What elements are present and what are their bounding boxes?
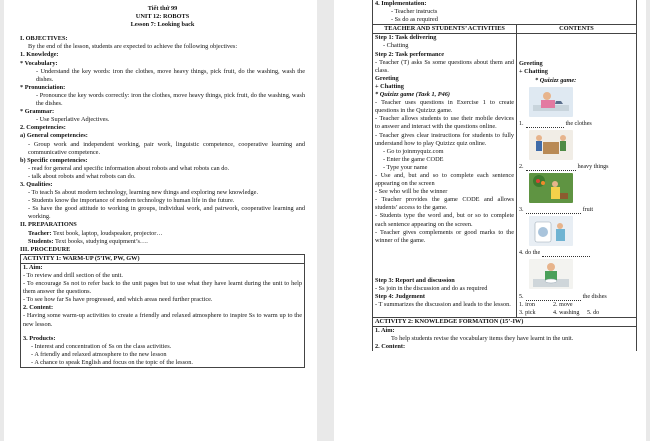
option: 3. pick bbox=[519, 309, 536, 316]
step2: Step 2: Task performance bbox=[375, 50, 445, 58]
spec-comp-1: - read for general and specific information about robots and what robots can do. bbox=[28, 164, 230, 172]
a2-aim-text: To help students revise the vocabulary items they have learnt in the unit. bbox=[391, 334, 574, 342]
activity2-title: ACTIVITY 2: KNOWLEDGE FORMATION (15’-IW) bbox=[375, 317, 524, 325]
q-line: - Type your name bbox=[383, 163, 428, 171]
chatting-1: - Chatting bbox=[383, 42, 409, 50]
comp-heading: 2. Competencies: bbox=[20, 124, 66, 132]
a1-aim-heading: 1. Aim: bbox=[23, 263, 43, 271]
content-game-label: * Quizizz game: bbox=[535, 76, 577, 84]
col-activities-header: TEACHER AND STUDENTS’ ACTIVITIES bbox=[373, 25, 517, 34]
move-heavy-things-image bbox=[529, 130, 573, 160]
blank-4[interactable] bbox=[519, 249, 634, 257]
option: 1. iron bbox=[519, 301, 535, 308]
objectives-heading: I. OBJECTIVES: bbox=[20, 35, 68, 43]
blank-num: 2. bbox=[519, 163, 524, 170]
q-line: - Teacher allows students to use their mobile devices to answer and interact with the questions online. bbox=[375, 115, 514, 131]
impl-1: - Teacher instructs bbox=[391, 8, 438, 16]
option: 5. do bbox=[587, 309, 600, 316]
a1-aim-3: - To see how far Ss have progressed, and which areas need further practice. bbox=[23, 296, 213, 304]
step2-text: - Teacher (T) asks Ss some questions about them and class. bbox=[375, 58, 514, 74]
qual-3: - Ss have the good attitude to working in groups, individual work, and pairwork, cooperative learning and working. bbox=[28, 205, 305, 221]
impl-heading: 4. Implementation: bbox=[375, 0, 427, 7]
prep-students-label: Students: bbox=[28, 237, 54, 245]
q-line: - See who will be the winner bbox=[375, 188, 448, 196]
q-line: - Students type the word and, but or so to complete each sentence appearing on the screen. bbox=[375, 212, 514, 228]
activity1-title: ACTIVITY 1: WARM-UP (5’IW, PW, GW) bbox=[21, 255, 304, 264]
spec-comp-heading: b) Specific competencies: bbox=[20, 156, 88, 164]
wash-dishes-image bbox=[529, 259, 573, 289]
washing-image bbox=[529, 216, 573, 246]
a1-aim-1: - To review and drill section of the unit. bbox=[23, 272, 123, 279]
grammar-heading: * Grammar: bbox=[20, 108, 55, 116]
greeting: Greeting bbox=[375, 74, 399, 82]
blank-num: 5. bbox=[519, 293, 524, 300]
qual-heading: 3. Qualities: bbox=[20, 180, 53, 188]
q-line: - Go to joinmyquiz.com bbox=[383, 147, 444, 155]
unit-title: UNIT 12: ROBOTS bbox=[135, 13, 190, 21]
quizizz-label: * Quizizz game (Task 1, P46) bbox=[375, 91, 450, 99]
procedure-heading: III. PROCEDURE bbox=[20, 245, 71, 253]
blank-text: the clothes bbox=[565, 120, 592, 127]
lesson-table bbox=[372, 0, 637, 351]
vocab-heading: * Vocabulary: bbox=[20, 59, 58, 67]
q-line: - Teacher provides the game CODE and allows students’ access to the game. bbox=[375, 196, 514, 212]
pron-text: - Pronounce the key words correctly: iron the clothes, move heavy things, pick fruit, do the washing, wash the dishes. bbox=[36, 91, 305, 108]
gen-comp-text: - Group work and independent working, pair work, linguistic competence, cooperative learning and communicative competence. bbox=[28, 140, 305, 156]
a1-aim-2: - To encourage Ss not to refer back to the unit pages but to use what they have learnt during the unit to help them answer the questions. bbox=[23, 280, 302, 296]
blank-5[interactable] bbox=[519, 293, 634, 301]
q-line: - Teacher gives complements or good marks to the winner of the game. bbox=[375, 228, 514, 244]
prep-heading: II. PREPARATIONS bbox=[20, 221, 77, 229]
gen-comp-heading: a) General competencies: bbox=[20, 132, 88, 140]
content-chatting: + Chatting bbox=[519, 68, 548, 76]
a1-content-text: - Having some warm-up activities to create a friendly and relaxed atmosphere to inspire Ss to warm up to the new lesson. bbox=[23, 312, 302, 328]
q-line: - Use and, but and so to complete each sentence appearing on the screen bbox=[375, 171, 514, 188]
blank-2[interactable] bbox=[519, 163, 634, 171]
iron-clothes-image bbox=[529, 87, 573, 117]
document-page-left bbox=[4, 0, 317, 441]
prep-teacher: Text book, laptop, loudspeaker, projector… bbox=[53, 229, 163, 237]
grammar-text: - Use Superlative Adjectives. bbox=[36, 116, 110, 124]
a2-content-heading: 2. Content: bbox=[375, 343, 406, 351]
impl-2: - Ss do as required bbox=[391, 16, 438, 24]
a2-aim-heading: 1. Aim: bbox=[375, 326, 395, 334]
step4-text: - T summarizes the discussion and leads to the lesson. bbox=[375, 301, 511, 309]
blank-text: heavy things bbox=[577, 163, 609, 170]
pron-heading: * Pronunciation: bbox=[20, 83, 66, 91]
q-line: - Teacher uses questions in Exercise 1 to create questions in the Quizizz game. bbox=[375, 99, 514, 115]
a1-prod-2: - A friendly and relaxed atmosphere to the new lesson bbox=[31, 350, 167, 358]
a1-products-heading: 3. Products: bbox=[23, 334, 56, 342]
step4: Step 4: Judgement bbox=[375, 293, 426, 300]
chatting-2: + Chatting bbox=[375, 82, 404, 90]
step3-text: - Ss join in the discussion and do as required bbox=[375, 284, 488, 292]
document-page-right bbox=[334, 0, 646, 441]
lesson-title: Lesson 7: Looking back bbox=[130, 21, 195, 29]
q-line: - Enter the game CODE bbox=[383, 155, 444, 163]
blank-text: fruit bbox=[582, 207, 594, 214]
blank-num: 3. bbox=[519, 207, 524, 214]
content-greeting: Greeting bbox=[519, 60, 543, 68]
col-contents-header: CONTENTS bbox=[517, 25, 637, 34]
pick-fruit-image bbox=[529, 173, 573, 203]
a1-content-heading: 2. Content: bbox=[23, 304, 54, 312]
prep-teacher-label: Teacher: bbox=[28, 229, 52, 237]
vocab-text: - Understand the key words: iron the clothes, move heavy things, pick fruit, do the washing, wash the dishes. bbox=[36, 67, 305, 83]
blank-num: 4. do the bbox=[519, 250, 541, 257]
answer-options bbox=[519, 301, 634, 317]
blank-3[interactable] bbox=[519, 206, 634, 214]
option: 4. washing bbox=[553, 309, 580, 316]
period-label: Tiết thứ 99 bbox=[147, 5, 178, 12]
step3: Step 3: Report and discussion bbox=[375, 276, 455, 284]
knowledge-heading: 1. Knowledge: bbox=[20, 51, 59, 59]
a1-prod-3: - A chance to speak English and focus on the topic of the lesson. bbox=[31, 358, 193, 366]
blank-1[interactable] bbox=[519, 120, 634, 128]
prep-students: Text books, studying equipment’s…. bbox=[55, 237, 148, 245]
a1-prod-1: - Interest and concentration of Ss on the class activities. bbox=[31, 342, 172, 350]
q-line: - Teacher gives clear instructions for students to fully understand how to play Quizizz quiz online. bbox=[375, 131, 514, 147]
spec-comp-2: - talk about robots and what robots can do. bbox=[28, 172, 136, 180]
blank-num: 1. bbox=[519, 120, 524, 127]
step1: Step 1: Task delivering bbox=[375, 34, 437, 42]
objectives-intro: By the end of the lesson, students are expected to achieve the following objectives: bbox=[28, 43, 238, 51]
activity1-box bbox=[20, 254, 305, 368]
qual-1: - To teach Ss about modern technology, learning new things and exploring new knowledge. bbox=[28, 189, 259, 197]
blank-text: the dishes bbox=[582, 293, 607, 300]
qual-2: - Students know the importance of modern technology to human life in the future. bbox=[28, 197, 235, 205]
option: 2. move bbox=[553, 301, 573, 308]
